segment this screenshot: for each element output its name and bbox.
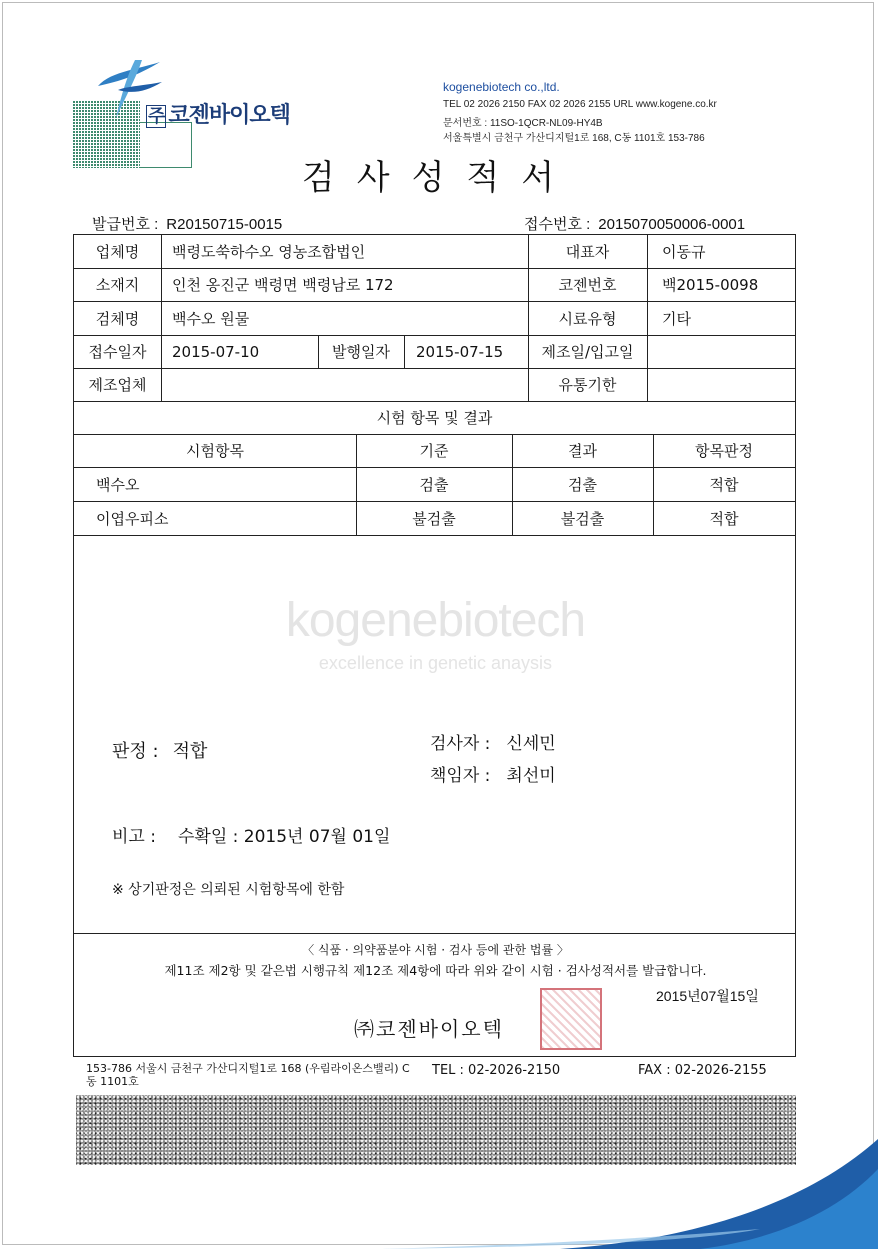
- scope-note: ※ 상기판정은 의뢰된 시험항목에 한함: [112, 882, 345, 898]
- row-standard: 검출: [419, 475, 449, 494]
- header-verdict: 항목판정: [695, 442, 753, 460]
- issue-number-label: 발급번호 :: [92, 216, 159, 233]
- maker-value: [172, 368, 522, 401]
- location-label: 소재지: [95, 276, 140, 294]
- rep-label: 대표자: [565, 243, 610, 261]
- row-result: 검출: [568, 475, 597, 494]
- row-divider: [74, 535, 795, 536]
- col-divider: [647, 235, 648, 401]
- signature-company: ㈜코젠바이오텍: [354, 1017, 504, 1041]
- type-value: 기타: [662, 309, 691, 328]
- judgement: [112, 737, 207, 763]
- inspector-label: 검사자 :: [430, 734, 491, 754]
- mfg-date-value: [662, 335, 792, 368]
- code-label: 코젠번호: [558, 276, 617, 294]
- type-label: 시료유형: [558, 309, 617, 328]
- sample-value: 백수오 원물: [172, 309, 250, 328]
- row-verdict: 적합: [709, 509, 739, 528]
- receipt-number-value: 2015070050006-0001: [598, 216, 746, 233]
- col-divider: [404, 335, 405, 368]
- document-title: 검사성적서: [301, 158, 577, 198]
- company-label: 업체명: [95, 243, 140, 261]
- remark-label: 비고 :: [112, 827, 156, 847]
- sample-label: 검체명: [95, 309, 140, 328]
- inspector-value: 신세민: [506, 734, 556, 754]
- watermark-sub: excellence in genetic anaysis: [318, 653, 553, 673]
- company-english-name: kogenebiotech co.,ltd.: [443, 80, 560, 94]
- location-value: 인천 옹진군 백령면 백령남로 172: [172, 276, 394, 294]
- manager-value: 최선미: [506, 766, 556, 786]
- header-test-item: 시험항목: [186, 442, 244, 460]
- issue-number-value: R20150715-0015: [166, 216, 283, 233]
- row-item: 이엽우피소: [96, 509, 169, 528]
- footer-tel: TEL : 02-2026-2150: [432, 1063, 561, 1078]
- issued-on-date: 2015년07월15일: [656, 988, 759, 1004]
- watermark-main: kogenebiotech: [285, 594, 586, 647]
- company-address: 서울특별시 금천구 가산디지털1로 168, C동 1101호 153-786: [443, 133, 705, 144]
- row-result: 불검출: [560, 509, 605, 528]
- issue-number: [92, 213, 282, 234]
- logo-paren: 주: [148, 106, 165, 127]
- inspector: [430, 729, 556, 754]
- header-result: 결과: [568, 442, 597, 460]
- judgement-value: 적합: [172, 741, 208, 762]
- expiry-value: [662, 368, 792, 401]
- results-title: 시험 항목 및 결과: [376, 409, 493, 427]
- row-standard: 불검출: [412, 509, 456, 528]
- mfg-date-label: 제조일/입고일: [541, 343, 634, 361]
- maker-label: 제조업체: [88, 376, 147, 394]
- rep-value: 이동규: [662, 243, 706, 261]
- issue-date-label: 발행일자: [332, 343, 390, 361]
- remark-value: 수확일 : 2015년 07월 01일: [177, 827, 391, 847]
- corner-wave-decoration: [0, 1129, 878, 1249]
- receipt-date-label: 접수일자: [88, 343, 147, 361]
- expiry-label: 유통기한: [558, 376, 617, 394]
- law-title: 〈 식품 · 의약품분야 시험 · 검사 등에 관한 법률 〉: [302, 943, 569, 957]
- manager: [430, 761, 556, 786]
- receipt-number: [524, 213, 745, 234]
- issue-date-value: 2015-07-15: [416, 342, 504, 361]
- company-value: 백령도쑥하수오 영농조합법인: [172, 243, 366, 261]
- judgement-label: 판정 :: [112, 741, 159, 762]
- manager-label: 책임자 :: [430, 766, 491, 786]
- header-standard: 기준: [419, 442, 449, 460]
- row-verdict: 적합: [709, 475, 739, 494]
- company-seal-stamp: [540, 988, 602, 1050]
- code-value: 백2015-0098: [662, 276, 759, 294]
- col-divider: [161, 235, 162, 401]
- footer-address: 153-786 서울시 금천구 가산디지털1로 168 (우림라이온스밸리) C동 1101호: [86, 1062, 410, 1088]
- document-number: 문서번호 : 11SO-1QCR-NL09-HY4B: [443, 118, 603, 129]
- logo-text: [146, 98, 290, 129]
- remark: [112, 822, 390, 847]
- row-divider: [74, 933, 795, 934]
- company-contact: TEL 02 2026 2150 FAX 02 2026 2155 URL www.kogene.co.kr: [443, 99, 717, 110]
- law-text: 제11조 제2항 및 같은법 시행규칙 제12조 제4항에 따라 위와 같이 시험 · 검사성적서를 발급합니다.: [164, 963, 707, 978]
- receipt-number-label: 접수번호 :: [524, 216, 591, 233]
- logo-name: 코젠바이오텍: [168, 103, 290, 128]
- footer-fax: FAX : 02-2026-2155: [638, 1063, 767, 1078]
- row-item: 백수오: [96, 475, 140, 494]
- receipt-date-value: 2015-07-10: [172, 342, 260, 361]
- certificate-table: [73, 234, 796, 1057]
